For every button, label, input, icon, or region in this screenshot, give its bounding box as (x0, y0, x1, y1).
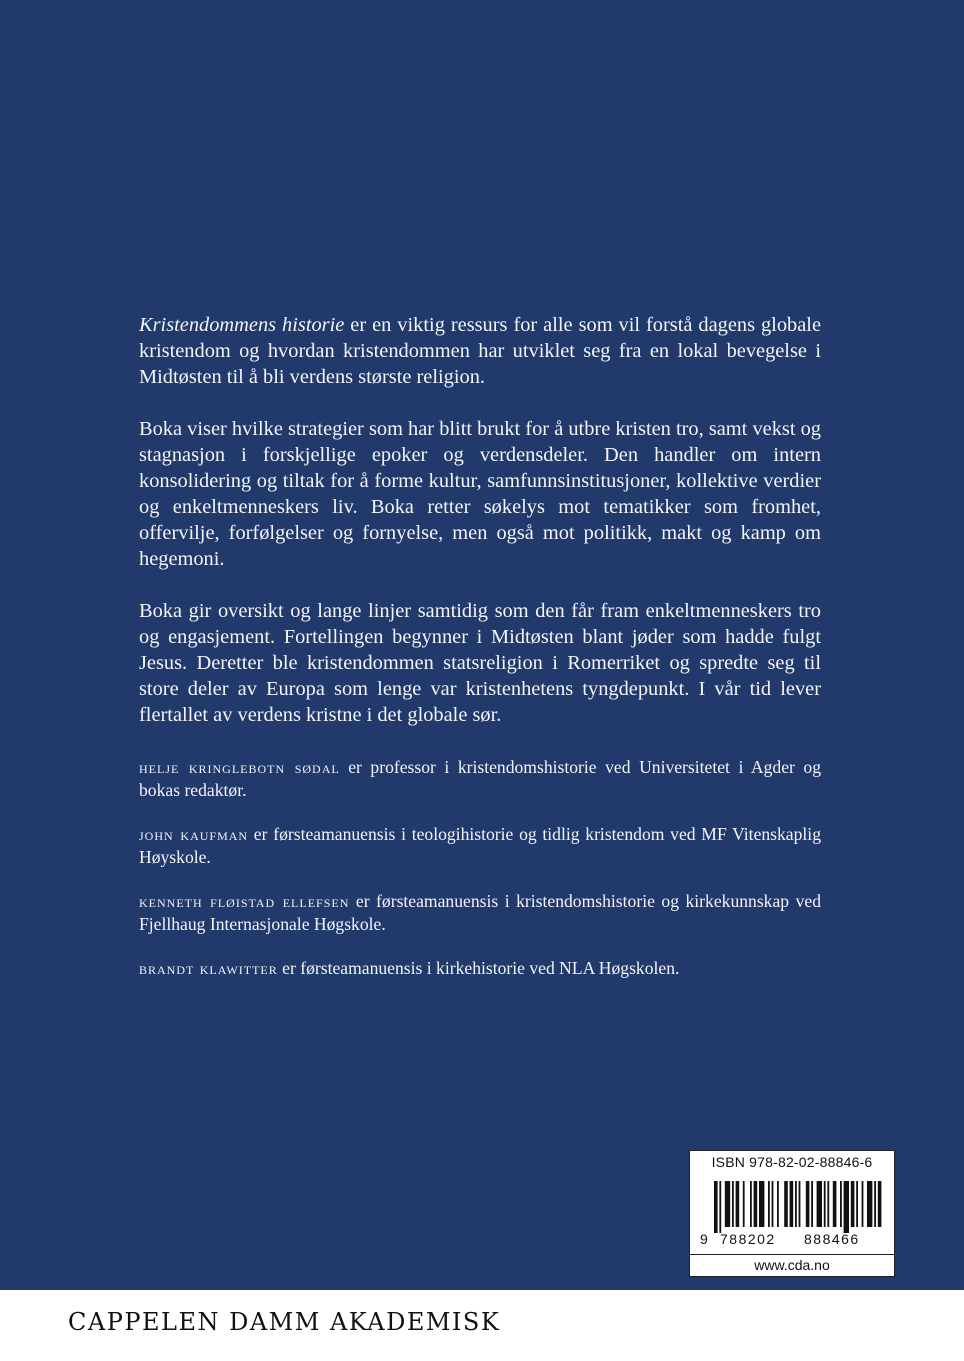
blurb-paragraph-1: Kristendommens historie er en viktig ressurs for alle som vil forstå dagens globale kristendom og hvordan kristendommen har utviklet seg fra en lokal bevegelse i Midtøsten til å bli verdens største religion. (139, 314, 821, 388)
author-name: john kaufman (139, 824, 249, 844)
blurb-paragraph-2: Boka viser hvilke strategier som har blitt brukt for å utbre kristen tro, samt vekst og stagnasjon i forskjellige epoker og verdensdeler. Den handler om intern konsolidering og tiltak for å forme kultur, samfunnsinstitusjoner, kollektive verdier og enkeltmenneskers liv. Boka retter søkelys mot tematikker som fromhet, offervilje, forfølgelser og fornyelse, men også mot politikk, makt og kamp om hegemoni. (139, 418, 821, 570)
author-name: brandt klawitter (139, 958, 278, 978)
author-bios (139, 756, 821, 1001)
publisher-logo: CAPPELEN DAMM AKADEMISK (68, 1308, 501, 1336)
publisher-website: www.cda.no (690, 1254, 894, 1273)
author-name: helje kringlebotn sødal (139, 757, 340, 777)
author-bio: brandt klawitter er førsteamanuensis i kirkehistorie ved NLA Høgskolen. (139, 958, 680, 978)
blurb (139, 312, 821, 728)
blurb-paragraph-3: Boka gir oversikt og lange linjer samtidig som den får fram enkeltmenneskers tro og engasjement. Fortellingen begynner i Midtøsten blant jøder som hadde fulgt Jesus. Deretter ble kristendommen statsreligion i Romerriket og spredte seg til store deler av Europa som lenge var kristenhetens tyngdepunkt. I vår tid lever flertallet av verdens kristne i det globale sør. (139, 600, 821, 726)
barcode-digit-first: 9 (700, 1231, 710, 1247)
author-bio: john kaufman er førsteamanuensis i teologihistorie og tidlig kristendom ved MF Vitenskaplig Høyskole. (139, 824, 821, 867)
author-name: kenneth fløistad ellefsen (139, 891, 350, 911)
barcode-digits-right: 888466 (804, 1231, 860, 1247)
author-bio: helje kringlebotn sødal er professor i kristendomshistorie ved Universitetet i Agder og bokas redaktør. (139, 757, 821, 800)
book-title-italic: Kristendommens historie (139, 314, 345, 336)
author-bio: kenneth fløistad ellefsen er førsteamanuensis i kristendomshistorie og kirkekunnskap ved Fjellhaug Internasjonale Høgskole. (139, 891, 821, 934)
barcode-digits (690, 1229, 894, 1251)
barcode-icon (690, 1177, 894, 1235)
barcode-box (689, 1150, 895, 1277)
isbn-number: ISBN 978-82-02-88846-6 (711, 1154, 873, 1170)
barcode-digits-left: 788202 (720, 1231, 776, 1247)
